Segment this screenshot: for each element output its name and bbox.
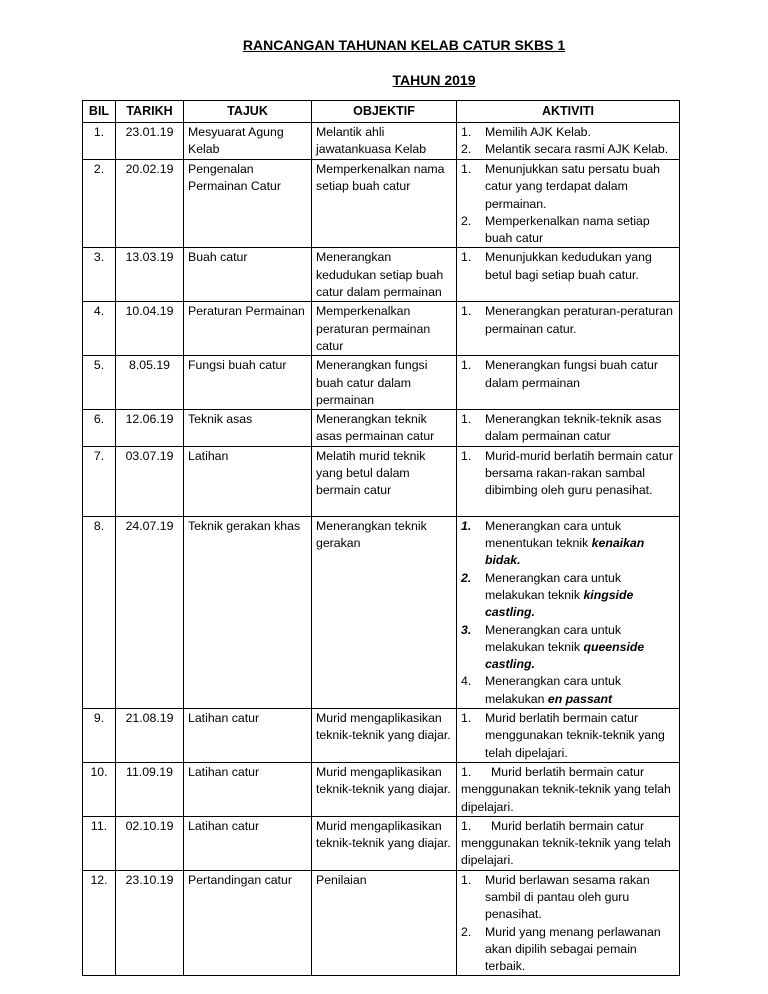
table-row: [83, 160, 680, 248]
cell-bil: 9.: [83, 709, 116, 763]
activity-text: Menerangkan fungsi buah catur dalam permainan: [485, 358, 658, 390]
cell-tajuk: Latihan catur: [184, 709, 312, 763]
cell-objektif: Memperkenalkan nama setiap buah catur: [312, 160, 457, 248]
activity-item: [461, 448, 675, 500]
cell-tajuk: Pertandingan catur: [184, 870, 312, 976]
activity-text: Melantik secara rasmi AJK Kelab.: [485, 142, 669, 157]
cell-bil: 8.: [83, 516, 116, 708]
cell-tajuk: Latihan catur: [184, 762, 312, 816]
cell-aktiviti: [457, 709, 680, 763]
activity-number: 1.: [461, 304, 472, 319]
cell-objektif: Menerangkan teknik gerakan: [312, 516, 457, 708]
table-row: [83, 248, 680, 302]
activity-number: 1.: [461, 412, 472, 427]
activity-number: 1.: [461, 125, 472, 139]
cell-objektif: Menerangkan kedudukan setiap buah catur dalam permainan: [312, 248, 457, 302]
activity-term: queenside castling.: [485, 639, 645, 672]
cell-tarikh: 20.02.19: [116, 160, 184, 248]
header-tajuk: TAJUK: [184, 101, 312, 123]
activity-text: Murid berlawan sesama rakan sambil di pantau oleh guru penasihat.: [485, 872, 650, 922]
cell-bil: 10.: [83, 762, 116, 816]
activity-number: 1.: [461, 358, 472, 373]
cell-aktiviti: [457, 248, 680, 302]
activity-item: [461, 872, 675, 924]
header-aktiviti: AKTIVITI: [457, 101, 680, 123]
cell-bil: 5.: [83, 356, 116, 410]
cell-tajuk: Fungsi buah catur: [184, 356, 312, 410]
table-row: [83, 302, 680, 356]
table-row: [83, 123, 680, 160]
activity-item: [461, 518, 675, 570]
cell-aktiviti: [457, 516, 680, 708]
activity-number: 1.: [461, 250, 472, 265]
cell-tarikh: 10.04.19: [116, 302, 184, 356]
cell-objektif: Penilaian: [312, 870, 457, 976]
activity-item: [461, 249, 675, 284]
cell-bil: 7.: [83, 446, 116, 516]
cell-tarikh: 03.07.19: [116, 446, 184, 516]
activity-number: 1.: [461, 711, 472, 726]
cell-tajuk: Teknik gerakan khas: [184, 516, 312, 708]
activity-item: [461, 411, 675, 446]
activity-text: Murid berlatih bermain catur menggunakan teknik-teknik yang telah dipelajari.: [461, 818, 671, 868]
cell-bil: 11.: [83, 816, 116, 870]
cell-objektif: Murid mengaplikasikan teknik-teknik yang diajar.: [312, 709, 457, 763]
cell-tajuk: Mesyuarat Agung Kelab: [184, 123, 312, 160]
activity-text: Murid-murid berlatih bermain catur bersama rakan-rakan sambal dibimbing oleh guru penasihat.: [485, 448, 673, 498]
document-subtitle: TAHUN 2019: [392, 72, 476, 88]
table-row: [83, 762, 680, 816]
activity-item: [461, 710, 675, 762]
activity-number: 1.: [461, 872, 472, 887]
cell-tarikh: 02.10.19: [116, 816, 184, 870]
cell-tarikh: 24.07.19: [116, 516, 184, 708]
activity-text: Murid berlatih bermain catur menggunakan teknik-teknik yang telah dipelajari.: [485, 711, 665, 760]
cell-aktiviti: [457, 816, 680, 870]
table-row: [83, 709, 680, 763]
activity-text: Menerangkan cara untuk menentukan teknik: [485, 518, 622, 551]
plan-table: [82, 100, 680, 976]
cell-bil: 1.: [83, 123, 116, 160]
activity-number: 1.: [461, 818, 472, 833]
activity-text: Menerangkan peraturan-peraturan permainan catur.: [485, 304, 673, 336]
cell-bil: 3.: [83, 248, 116, 302]
cell-aktiviti: [457, 123, 680, 160]
cell-aktiviti: [457, 302, 680, 356]
table-row: [83, 356, 680, 410]
cell-aktiviti: [457, 762, 680, 816]
table-row: [83, 816, 680, 870]
cell-objektif: Melantik ahli jawatankuasa Kelab: [312, 123, 457, 160]
cell-tajuk: Latihan: [184, 446, 312, 516]
cell-tarikh: 8.05.19: [116, 356, 184, 410]
activity-number: 2.: [461, 924, 472, 939]
cell-objektif: Murid mengaplikasikan teknik-teknik yang diajar.: [312, 816, 457, 870]
activity-item: [461, 161, 675, 213]
activity-number: 4.: [461, 674, 472, 689]
activity-number: 1.: [461, 162, 472, 176]
table-row: [83, 410, 680, 447]
activity-number: 1.: [461, 518, 472, 533]
header-objektif: OBJEKTIF: [312, 101, 457, 123]
activity-text: Menerangkan cara untuk melakukan teknik: [485, 570, 622, 602]
cell-tajuk: Buah catur: [184, 248, 312, 302]
activity-item: [461, 764, 675, 816]
activity-number: 2.: [461, 570, 472, 585]
cell-tarikh: 23.01.19: [116, 123, 184, 160]
cell-objektif: Menerangkan fungsi buah catur dalam permainan: [312, 356, 457, 410]
cell-aktiviti: [457, 446, 680, 516]
activity-item: [461, 124, 675, 141]
cell-bil: 6.: [83, 410, 116, 447]
cell-aktiviti: [457, 410, 680, 447]
activity-text: Murid berlatih bermain catur menggunakan teknik-teknik yang telah dipelajari.: [461, 764, 671, 814]
activity-text: Menerangkan teknik-teknik asas dalam permainan catur: [485, 412, 662, 444]
activity-number: 1.: [461, 764, 472, 779]
activity-number: 2.: [461, 142, 472, 157]
activity-item: [461, 357, 675, 392]
activity-item: [461, 303, 675, 338]
activity-text: Menunjukkan satu persatu buah catur yang terdapat dalam permainan.: [485, 162, 661, 211]
activity-term: kenaikan bidak.: [485, 536, 645, 568]
activity-text: Menerangkan cara untuk melakukan teknik: [485, 622, 622, 654]
activity-number: 1.: [461, 448, 472, 463]
activity-item: [461, 622, 675, 674]
activity-number: 2.: [461, 213, 472, 228]
cell-tajuk: Teknik asas: [184, 410, 312, 447]
cell-objektif: Melatih murid teknik yang betul dalam bermain catur: [312, 446, 457, 516]
cell-aktiviti: [457, 356, 680, 410]
cell-tajuk: Pengenalan Permainan Catur: [184, 160, 312, 248]
cell-aktiviti: [457, 870, 680, 976]
activity-text: Menunjukkan kedudukan yang betul bagi setiap buah catur.: [485, 250, 652, 282]
activity-text: Memperkenalkan nama setiap buah catur: [485, 213, 650, 246]
table-row: [83, 446, 680, 516]
activity-text: Murid yang menang perlawanan akan dipilih sebagai pemain terbaik.: [485, 924, 661, 974]
cell-tarikh: 23.10.19: [116, 870, 184, 976]
activity-item: [461, 673, 675, 708]
activity-term: kingside castling.: [485, 587, 634, 620]
cell-tajuk: Latihan catur: [184, 816, 312, 870]
activity-item: [461, 924, 675, 976]
cell-tarikh: 21.08.19: [116, 709, 184, 763]
cell-objektif: Memperkenalkan peraturan permainan catur: [312, 302, 457, 356]
activity-term: en passant: [547, 691, 613, 706]
cell-objektif: Menerangkan teknik asas permainan catur: [312, 410, 457, 447]
activity-text: Menerangkan cara untuk melakukan: [485, 674, 622, 706]
table-header-row: [83, 101, 680, 123]
cell-bil: 2.: [83, 160, 116, 248]
cell-tarikh: 11.09.19: [116, 762, 184, 816]
table-row: [83, 870, 680, 976]
cell-tajuk: Peraturan Permainan: [184, 302, 312, 356]
cell-tarikh: 12.06.19: [116, 410, 184, 447]
activity-item: [461, 141, 675, 158]
cell-tarikh: 13.03.19: [116, 248, 184, 302]
activity-text: Memilih AJK Kelab.: [485, 125, 591, 139]
activity-item: [461, 818, 675, 870]
table-row: [83, 516, 680, 708]
activity-item: [461, 570, 675, 622]
activity-number: 3.: [461, 622, 472, 637]
header-bil: BIL: [83, 101, 116, 123]
document-title: RANCANGAN TAHUNAN KELAB CATUR SKBS 1: [242, 37, 566, 53]
header-tarikh: TARIKH: [116, 101, 184, 123]
cell-objektif: Murid mengaplikasikan teknik-teknik yang diajar.: [312, 762, 457, 816]
cell-bil: 12.: [83, 870, 116, 976]
cell-bil: 4.: [83, 302, 116, 356]
activity-item: [461, 213, 675, 248]
cell-aktiviti: [457, 160, 680, 248]
